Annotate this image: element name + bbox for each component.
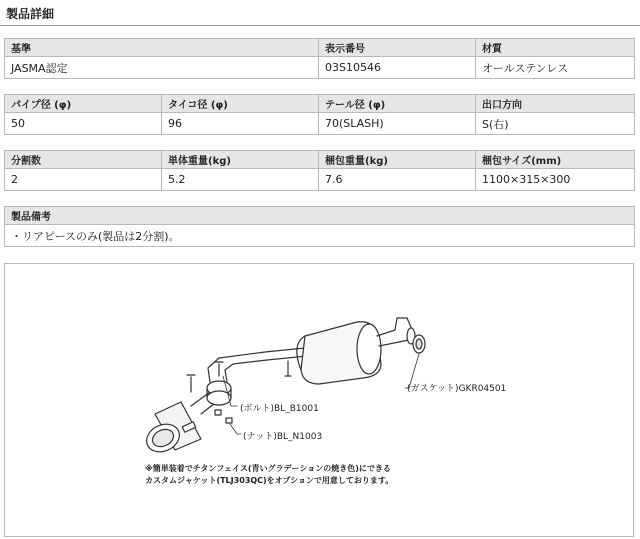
value-remarks: ・リアピースのみ(製品は2分割)。: [5, 225, 635, 247]
header-display-number: 表示番号: [319, 39, 476, 57]
value-package-size: 1100×315×300: [476, 169, 635, 191]
value-muffler-diameter: 96: [162, 113, 319, 135]
header-tail-diameter: テール径 (φ): [319, 95, 476, 113]
header-unit-weight: 単体重量(kg): [162, 151, 319, 169]
table-row: [5, 225, 635, 247]
header-muffler-diameter: タイコ径 (φ): [162, 95, 319, 113]
remarks-table: [4, 206, 635, 247]
nut-label: (ナット)BL_N1003: [243, 432, 323, 442]
value-unit-weight: 5.2: [162, 169, 319, 191]
option-note-line1: ※簡単装着でチタンフェイス(青いグラデーションの焼き色)にできる: [145, 464, 391, 473]
exhaust-diagram: [4, 263, 634, 537]
header-pipe-diameter: パイプ径 (φ): [5, 95, 162, 113]
header-package-size: 梱包サイズ(mm): [476, 151, 635, 169]
value-display-number: 03S10546: [319, 57, 476, 79]
hanger-pin: [285, 361, 291, 376]
value-pipe-diameter: 50: [5, 113, 162, 135]
table-header-row: [5, 95, 635, 113]
mid-pipe-b: [225, 356, 307, 382]
bolt-label: (ボルト)BL_B1001: [240, 404, 319, 414]
gasket-label: (ガスケット)GKR04501: [407, 384, 507, 394]
value-material: オールステンレス: [476, 57, 635, 79]
table-row: [5, 113, 635, 135]
value-package-weight: 7.6: [319, 169, 476, 191]
header-split-count: 分割数: [5, 151, 162, 169]
table-row: [5, 57, 635, 79]
nut-leader: [230, 424, 241, 434]
table-header-row: [5, 207, 635, 225]
header-exit-direction: 出口方向: [476, 95, 635, 113]
page-title: 製品詳細: [6, 7, 55, 21]
header-remarks: 製品備考: [5, 207, 635, 225]
header-package-weight: 梱包重量(kg): [319, 151, 476, 169]
mid-pipe-a: [208, 348, 305, 382]
nut-right: [226, 418, 232, 423]
value-exit-direction: S(右): [476, 113, 635, 135]
nut-left: [215, 410, 221, 415]
value-split-count: 2: [5, 169, 162, 191]
bolt-right: [215, 362, 223, 376]
table-row: [5, 169, 635, 191]
value-standard: JASMA認定: [5, 57, 319, 79]
table-header-row: [5, 39, 635, 57]
value-tail-diameter: 70(SLASH): [319, 113, 476, 135]
option-note-line2: カスタムジャケット(TLJ303QC)をオプションで用意しております。: [145, 476, 394, 485]
inlet-pipe-b: [379, 340, 409, 346]
spec-table-standard: [4, 38, 635, 79]
exhaust-illustration: [5, 264, 633, 536]
title-divider: [0, 25, 640, 26]
bolt-left: [187, 375, 195, 392]
spec-table-weights: [4, 150, 635, 191]
header-standard: 基準: [5, 39, 319, 57]
header-material: 材質: [476, 39, 635, 57]
table-header-row: [5, 151, 635, 169]
spec-table-diameters: [4, 94, 635, 135]
